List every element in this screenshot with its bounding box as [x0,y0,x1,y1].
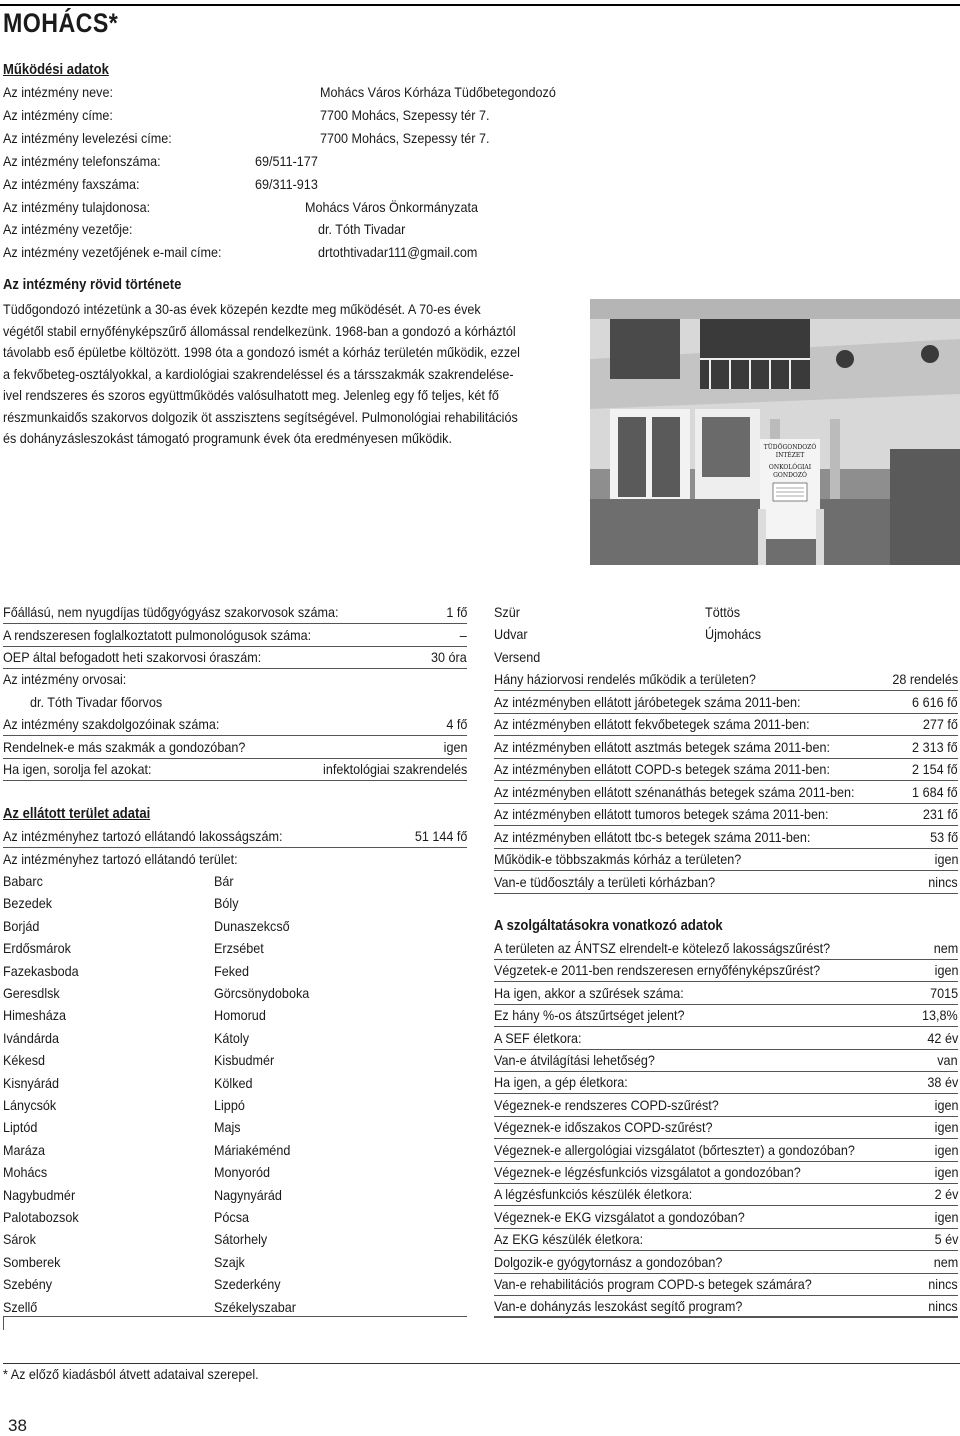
footnote-rule [3,1363,960,1364]
operating-label: Az intézmény címe: [3,106,113,123]
services-label: Végeznek-e légzésfunkciós vizsgálatot a gondozóban? [494,1164,801,1180]
town-name: Kisnyárád [3,1074,60,1091]
town-name: Feked [214,962,250,979]
operating-label: Az intézmény faxszáma: [3,175,140,192]
services-label: Dolgozik-e gyógytornász a gondozóban? [494,1253,723,1270]
patients-label: Az intézményben ellátott asztmás betegek száma 2011-ben: [494,738,830,755]
population-label: Az intézményhez tartozó ellátandó lakosságszám: [3,828,283,844]
services-label: Végeznek-e rendszeres COPD-szűrést? [494,1096,719,1113]
services-value: van [937,1052,958,1068]
town-name: Borjád [3,917,40,934]
town-name: Nagynyárád [214,1186,282,1203]
town-name: Szellő [3,1298,38,1315]
staff2-label: Ha igen, sorolja fel azokat: [3,761,152,777]
patients-value: igen [934,851,958,867]
town-name: Sárok [3,1231,36,1248]
operating-label: Az intézmény vezetőjének e-mail címe: [3,244,222,261]
operating-row [3,105,603,126]
doctors-value-row [30,692,460,713]
services-row [494,1005,958,1027]
patients-label: Az intézményben ellátott COPD-s betegek száma 2011-ben: [494,761,830,777]
staff2-value: 4 fő [445,716,467,732]
operating-label: Az intézmény levelezési címe: [3,129,172,146]
town-name: Szebény [3,1276,53,1293]
staff2-label: Az intézmény szakdolgozóinak száma: [3,716,220,732]
staff2-value: igen [443,738,467,755]
town-name: Szederkény [214,1276,281,1293]
history-line: részmunkaidős szakorvos dolgozik öt asszisztens segítségével. Pulmonológiai rehabilitációs [3,408,518,425]
staff-value: 30 óra [431,649,467,665]
town-name: Palotabozsok [3,1209,79,1225]
town-name: Mohács [3,1164,48,1181]
town-name: Görcsönydoboka [214,985,310,1001]
staff-value: – [459,626,467,643]
services-label: Van-e átvilágítási lehetőség? [494,1052,655,1068]
history-heading: Az intézmény rövid története [3,277,182,293]
patients-row [494,827,958,849]
town-name: Fazekasboda [3,962,79,979]
services-row [494,1229,958,1251]
patients-row [494,692,958,714]
patients-value: 6 616 fő [912,693,958,710]
services-row [494,1140,958,1162]
services-row [494,1184,958,1206]
town-name: Kisbudmér [214,1052,275,1069]
staff2-row [3,714,467,736]
patients-label: Az intézményben ellátott járóbetegek száma 2011-ben: [494,693,801,710]
territory-label: Az intézményhez tartozó ellátandó terület: [3,851,238,867]
town-name: Bezedek [3,895,53,912]
services-value: 13,8% [922,1007,958,1024]
town-name: Lippó [214,1097,245,1113]
patients-value: 231 fő [922,806,958,822]
operating-row [3,219,603,240]
services-row [494,1207,958,1229]
patients-row [494,737,958,759]
staff2-row [3,759,467,781]
patients-row [494,849,958,871]
history-line: a fekvőbeteg-osztályokkal, a kardiológiai szakrendeléssel és a társszakmák szakrendelése- [3,365,514,382]
services-label: Ez hány %-os átszűrtséget jelent? [494,1007,685,1024]
operating-row [3,151,603,172]
services-label: Az EKG készülék életkora: [494,1231,644,1248]
services-value: 5 év [934,1231,958,1248]
area-heading: Az ellátott terület adatai [3,806,151,822]
services-value: igen [934,1208,958,1225]
town-name: Nagybudmér [3,1186,76,1203]
town-name: Dunaszekcső [214,917,290,934]
services-label: Van-e rehabilitációs program COPD-s betegek számára? [494,1276,812,1292]
town-name: Szür [494,604,520,620]
footnote: * Az előző kiadásból átvett adataival szerepel. [3,1366,259,1382]
patients-value: 53 fő [929,828,958,845]
town-name: Töttös [705,604,741,620]
services-value: igen [934,962,958,979]
patients-label: Az intézményben ellátott fekvőbetegek száma 2011-ben: [494,716,810,732]
services-row [494,1072,958,1094]
operating-value: 69/511-177 [255,152,318,169]
patients-value: 28 rendelés [892,671,958,687]
town-name: Monyoród [214,1164,271,1181]
services-row [494,1050,958,1072]
staff-value: 1 fő [445,604,467,620]
building-photo [590,299,960,565]
services-value: igen [934,1141,958,1158]
operating-label: Az intézmény tulajdonosa: [3,198,151,215]
services-value: 38 év [927,1074,958,1091]
patients-label: Az intézményben ellátott tumoros betegek száma 2011-ben: [494,806,829,822]
services-value: 2 év [934,1186,958,1203]
operating-value: 7700 Mohács, Szepessy tér 7. [320,106,490,123]
staff2-label: Rendelnek-e más szakmák a gondozóban? [3,738,246,755]
staff2-value: infektológiai szakrendelés [322,761,467,777]
services-value: 7015 [929,984,958,1001]
town-name: Maráza [3,1141,46,1158]
patients-label: Van-e tüdőosztály a területi kórházban? [494,873,716,890]
staff2-row [3,737,467,759]
services-label: Végeznek-e időszakos COPD-szűrést? [494,1119,713,1136]
patients-value: 1 684 fő [912,783,958,800]
services-row [494,960,958,982]
services-row [494,983,958,1005]
operating-row [3,174,603,195]
operating-value: dr. Tóth Tivadar [318,221,406,238]
town-name: Liptód [3,1119,38,1136]
town-name: Máriakéménd [214,1141,291,1158]
services-value: igen [934,1164,958,1180]
services-row [494,1095,958,1117]
town-name: Újmohács [705,626,762,643]
patients-label: Az intézményben ellátott szénanáthás betegek száma 2011-ben: [494,783,855,800]
patients-row [494,714,958,736]
operating-row [3,128,603,149]
top-rule [0,4,960,6]
history-line: ivel rendszeres és szoros együttműködés valósulhatott meg. Jelenleg egy fő teljes, két fő [3,387,499,403]
sign-line-2: INTÉZET [775,452,805,459]
left-col-bottom-rule [3,1316,467,1317]
population-value: 51 144 fő [414,828,467,844]
town-name: Ivándárda [3,1029,60,1046]
services-value: igen [934,1119,958,1136]
services-label: Ha igen, akkor a szűrések száma: [494,984,684,1001]
doctors-value: dr. Tóth Tivadar főorvos [30,694,163,710]
town-name: Geresdlsk [3,985,60,1001]
operating-value: 7700 Mohács, Szepessy tér 7. [320,129,490,146]
patients-row [494,759,958,781]
operating-row [3,82,603,103]
left-col-tick [3,1316,4,1330]
building-photo-image [590,299,960,565]
operating-label: Az intézmény telefonszáma: [3,152,161,169]
operating-value: Mohács Város Kórháza Tüdőbetegondozó [320,84,556,100]
town-name: Erdősmárok [3,940,71,957]
patients-row [494,669,958,691]
operating-label: Az intézmény vezetője: [3,221,133,238]
services-label: A területen az ÁNTSZ elrendelt-e kötelező lakosságszűrést? [494,940,831,956]
sign-line-3: ONKOLÓGIAI [768,464,812,471]
patients-label: Működik-e többszakmás kórház a területen? [494,851,742,867]
services-row [494,1117,958,1139]
town-name: Kölked [214,1074,253,1091]
town-name: Kátoly [214,1029,250,1046]
history-line: távolabb eső épületbe költözött. 1998 óta a gondozó ismét a kórház területén működik, ezzel [3,344,520,360]
patients-label: Hány háziorvosi rendelés működik a területen? [494,671,756,687]
services-value: nincs [928,1298,958,1315]
page-title: MOHÁCS* [3,8,119,38]
town-name: Kékesd [3,1052,46,1069]
services-label: A SEF életkora: [494,1029,582,1046]
patients-value: 2 154 fő [912,761,958,777]
staff-row [3,602,467,624]
town-name: Versend [494,648,541,665]
services-value: igen [934,1096,958,1113]
operating-value: 69/311-913 [255,175,318,192]
right-col-bottom-rule [494,1316,958,1317]
operating-label: Az intézmény neve: [3,84,113,100]
patients-label: Az intézményben ellátott tbc-s betegek száma 2011-ben: [494,828,811,845]
services-label: Ha igen, a gép életkora: [494,1074,628,1091]
town-name: Babarc [3,873,43,889]
services-label: Végeznek-e allergológiai vizsgálatot (bőrteszteт) a gondozóban? [494,1141,855,1158]
town-name: Pócsa [214,1209,250,1225]
doctors-label: Az intézmény orvosai: [3,671,127,687]
town-name: Himesháza [3,1007,67,1024]
sign-line-4: GONDOZÓ [773,472,807,479]
services-row [494,1252,958,1274]
patients-value: nincs [928,873,958,890]
staff-row [3,647,467,669]
patients-row [494,872,958,894]
patients-value: 2 313 fő [912,738,958,755]
history-line: végétől stabil ernyőfényképszűrő állomással rendelkezünk. 1968-ban a gondozó a kórháztól [3,322,516,339]
sign-line-1: TÜDŐGONDOZÓ [763,444,817,451]
history-line: Tüdőgondozó intézetünk a 30-as évek közepén kezdte meg működését. A 70-es évek [3,301,481,317]
town-name: Somberek [3,1253,61,1270]
services-row [494,1028,958,1050]
population-row [3,826,467,848]
services-label: Végzetek-e 2011-ben rendszeresen ernyőfényképszűrést? [494,962,821,979]
services-label: Végeznek-e EKG vizsgálatot a gondozóban? [494,1208,745,1225]
patients-row [494,804,958,826]
history-line: és dohányzásleszokást támogató programunk évek óta eredményesen működik. [3,430,452,446]
services-row [494,938,958,960]
town-name: Székelyszabar [214,1298,296,1315]
town-name: Majs [214,1119,241,1136]
town-name: Sátorhely [214,1231,268,1248]
services-row [494,1274,958,1296]
town-name: Szajk [214,1253,245,1270]
town-name: Homorud [214,1007,266,1024]
territory-row [3,849,467,870]
services-value: nem [933,1253,958,1270]
patients-row [494,782,958,804]
staff-label: Főállású, nem nyugdíjas tüdőgyógyász szakorvosok száma: [3,604,339,620]
operating-heading: Működési adatok [3,62,109,78]
staff-label: A rendszeresen foglalkoztatott pulmonológusok száma: [3,626,312,643]
operating-row [3,197,603,218]
town-name: Bóly [214,895,239,912]
services-value: 42 év [927,1029,958,1046]
services-row [494,1162,958,1184]
doctors-label-row [3,669,467,690]
town-name: Bár [214,873,234,889]
operating-row [3,242,603,263]
operating-value: drtothtivadar111@gmail.com [318,244,478,261]
town-name: Udvar [494,626,528,643]
services-value: nincs [928,1276,958,1292]
town-name: Erzsébet [214,940,264,957]
services-value: nem [933,940,958,956]
page-number: 38 [8,1416,27,1435]
services-label: A légzésfunkciós készülék életkora: [494,1186,693,1203]
town-name: Lánycsók [3,1097,57,1113]
staff-row [3,625,467,647]
staff-label: OEP által befogadott heti szakorvosi óraszám: [3,649,262,665]
services-heading: A szolgáltatásokra vonatkozó adatok [494,918,723,934]
patients-value: 277 fő [922,716,958,732]
operating-value: Mohács Város Önkormányzata [305,198,478,215]
services-label: Van-e dohányzás leszokást segítő program? [494,1298,743,1315]
